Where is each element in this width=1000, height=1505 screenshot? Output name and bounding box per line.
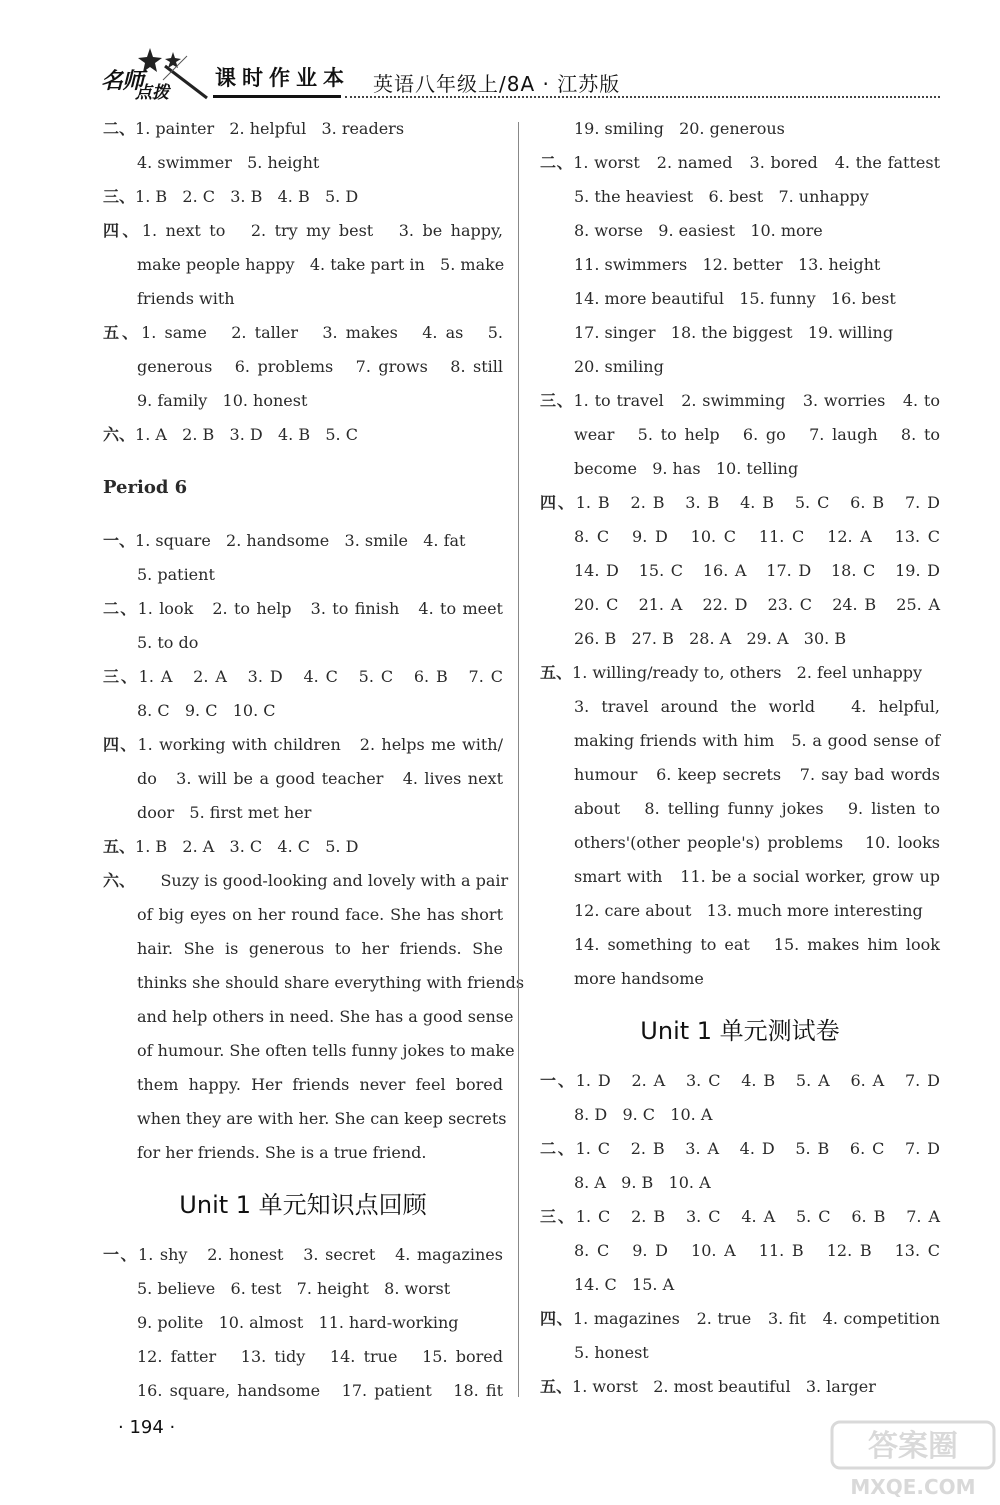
answer-line	[540, 656, 940, 690]
answer-text: 8. C 9. D 10. A 11. B 12. B 13. C	[574, 1241, 940, 1260]
right-answer-column	[540, 112, 940, 1404]
answer-text: 1. same 2. taller 3. makes 4. as 5.	[141, 323, 503, 342]
answer-line	[103, 898, 503, 932]
answer-line	[540, 1268, 940, 1302]
answer-text: 1. painter 2. helpful 3. readers	[135, 119, 405, 138]
answer-line	[540, 146, 940, 180]
answer-line	[103, 384, 503, 418]
answer-line	[103, 418, 503, 452]
answer-text: when they are with her. She can keep secrets	[137, 1109, 507, 1128]
answer-line	[103, 524, 503, 558]
answer-line	[540, 1302, 940, 1336]
answer-text: 1. A 2. B 3. D 4. B 5. C	[135, 425, 358, 444]
answer-text: of humour. She often tells funny jokes to make	[137, 1041, 515, 1060]
answer-text: 1. B 2. A 3. C 4. C 5. D	[135, 837, 359, 856]
answer-text: Suzy is good-looking and lovely with a pair	[135, 871, 509, 890]
answer-text: friends with	[137, 289, 235, 308]
answer-text: 20. C 21. A 22. D 23. C 24. B 25. A	[574, 595, 940, 614]
answer-text: 5. to do	[137, 633, 199, 652]
answer-line	[540, 588, 940, 622]
answer-text: 1. worst 2. most beautiful 3. larger	[572, 1377, 876, 1396]
answer-text: do 3. will be a good teacher 4. lives next	[137, 769, 503, 788]
title-underline	[213, 95, 341, 98]
answer-line	[540, 554, 940, 588]
answer-line	[540, 248, 940, 282]
answer-text: 1. to travel 2. swimming 3. worries 4. to	[573, 391, 940, 410]
section-marker: 三、	[103, 667, 139, 686]
answer-line	[540, 792, 940, 826]
answer-text: 5. believe 6. test 7. height 8. worst	[137, 1279, 451, 1298]
answer-text: 1. B 2. C 3. B 4. B 5. D	[135, 187, 359, 206]
answer-text: 5. the heaviest 6. best 7. unhappy	[574, 187, 869, 206]
section-marker: 四、	[103, 221, 142, 240]
brand-logo	[95, 44, 215, 103]
answer-line	[540, 962, 940, 996]
answer-line	[103, 558, 503, 592]
answer-line	[103, 966, 525, 1000]
answer-text: 20. smiling	[574, 357, 664, 376]
section-marker: 四、	[103, 735, 138, 754]
section-marker: 二、	[103, 119, 136, 138]
answer-text: for her friends. She is a true friend.	[137, 1143, 427, 1162]
answer-text: others'(other people's) problems 10. looks	[574, 833, 940, 852]
answer-text: 14. C 15. A	[574, 1275, 675, 1294]
answer-line	[540, 214, 940, 248]
answer-line	[103, 248, 503, 282]
book-title: 课时作业本	[215, 66, 350, 90]
answer-line	[540, 384, 940, 418]
answer-line	[103, 316, 503, 350]
answer-line	[103, 932, 503, 966]
answer-text: and help others in need. She has a good sense	[137, 1007, 514, 1026]
answer-text: hair. She is generous to her friends. She	[137, 939, 503, 958]
answer-line	[103, 1238, 503, 1272]
answer-text: 1. shy 2. honest 3. secret 4. magazines	[138, 1245, 503, 1264]
answer-text: door 5. first met her	[137, 803, 312, 822]
section-marker: 二、	[103, 599, 138, 618]
answer-line	[540, 1200, 940, 1234]
answer-text: 4. swimmer 5. height	[137, 153, 320, 172]
answer-text: make people happy 4. take part in 5. make	[137, 255, 505, 274]
answer-line	[540, 1234, 940, 1268]
section-marker: 一、	[540, 1071, 576, 1090]
answer-text: 8. C 9. D 10. C 11. C 12. A 13. C	[574, 527, 940, 546]
answer-line	[540, 1064, 940, 1098]
answer-line	[103, 1000, 514, 1034]
answer-line	[103, 592, 503, 626]
answer-text: smart with 11. be a social worker, grow up	[574, 867, 940, 886]
answer-text: 3. travel around the world 4. helpful,	[574, 697, 940, 716]
answer-text: 19. smiling 20. generous	[574, 119, 785, 138]
dotted-divider	[345, 96, 940, 98]
answer-text: 5. patient	[137, 565, 215, 584]
answer-line	[540, 350, 940, 384]
left-answer-column	[103, 112, 525, 1408]
answer-text: 9. family 10. honest	[137, 391, 308, 410]
section-marker: 六、	[103, 871, 136, 890]
section-marker: 六、	[103, 425, 136, 444]
column-divider	[518, 122, 519, 1397]
page-header	[95, 38, 940, 103]
answer-line	[540, 112, 940, 146]
answer-line	[103, 626, 503, 660]
section-marker: 五、	[540, 1377, 573, 1396]
section-marker: 一、	[103, 1245, 139, 1264]
answer-line	[103, 864, 509, 898]
logo-text: 名师	[101, 68, 144, 94]
answer-text: about 8. telling funny jokes 9. listen to	[574, 799, 940, 818]
unit-heading: Unit 1 单元测试卷	[640, 1017, 840, 1045]
answer-text: 1. worst 2. named 3. bored 4. the fattest	[573, 153, 940, 172]
watermark-text-top: 答案圈	[868, 1429, 958, 1464]
answer-text: making friends with him 5. a good sense of	[574, 731, 940, 750]
answer-text: 1. C 2. B 3. C 4. A 5. C 6. B 7. A	[575, 1207, 940, 1226]
answer-line	[540, 452, 940, 486]
answer-line	[540, 1336, 940, 1370]
answer-line	[540, 180, 940, 214]
answer-text: 1. next to 2. try my best 3. be happy,	[141, 221, 503, 240]
answer-text: 14. more beautiful 15. funny 16. best	[574, 289, 896, 308]
answer-line	[103, 830, 503, 864]
answer-line	[540, 690, 940, 724]
watermark-logo	[828, 1418, 998, 1503]
answer-line	[103, 1374, 503, 1408]
answer-text: 1. D 2. A 3. C 4. B 5. A 6. A 7. D	[575, 1071, 940, 1090]
answer-text: 12. fatter 13. tidy 14. true 15. bored	[137, 1347, 503, 1366]
section-marker: 二、	[540, 153, 574, 172]
answer-line	[540, 418, 940, 452]
answer-line	[103, 146, 503, 180]
answer-line	[103, 1068, 503, 1102]
answer-line	[103, 180, 503, 214]
answer-line	[103, 1034, 515, 1068]
answer-text: 1. B 2. B 3. B 4. B 5. C 6. B 7. D	[575, 493, 940, 512]
answer-line	[540, 1166, 940, 1200]
answer-text: 17. singer 18. the biggest 19. willing	[574, 323, 894, 342]
section-marker: 三、	[540, 391, 574, 410]
answer-text: 26. B 27. B 28. A 29. A 30. B	[574, 629, 847, 648]
section-marker: 三、	[540, 1207, 576, 1226]
answer-text: 1. C 2. B 3. A 4. D 5. B 6. C 7. D	[575, 1139, 940, 1158]
answer-text: 1. square 2. handsome 3. smile 4. fat	[135, 531, 466, 550]
answer-text: 16. square, handsome 17. patient 18. fit	[137, 1381, 503, 1400]
answer-text: 5. honest	[574, 1343, 649, 1362]
answer-text: thinks she should share everything with friends	[137, 973, 525, 992]
answer-text: generous 6. problems 7. grows 8. still	[137, 357, 503, 376]
section-marker: 二、	[540, 1139, 576, 1158]
section-marker: 一、	[103, 531, 136, 550]
answer-text: 9. polite 10. almost 11. hard-working	[137, 1313, 459, 1332]
answer-text: them happy. Her friends never feel bored	[137, 1075, 503, 1094]
answer-text: more handsome	[574, 969, 704, 988]
answer-text: 12. care about 13. much more interesting	[574, 901, 923, 920]
answer-line	[540, 894, 940, 928]
section-marker: 四、	[540, 493, 576, 512]
answer-line	[103, 762, 503, 796]
answer-line	[103, 214, 503, 248]
answer-line	[103, 350, 503, 384]
section-marker: 五、	[540, 663, 573, 682]
answer-line	[540, 622, 940, 656]
answer-line	[540, 520, 940, 554]
book-subtitle: 英语八年级上/8A · 江苏版	[373, 72, 621, 96]
answer-line	[103, 1306, 503, 1340]
answer-line	[540, 486, 940, 520]
answer-line	[540, 1370, 940, 1404]
answer-text: become 9. has 10. telling	[574, 459, 799, 478]
answer-text: wear 5. to help 6. go 7. laugh 8. to	[574, 425, 940, 444]
answer-text: 11. swimmers 12. better 13. height	[574, 255, 881, 274]
answer-line	[103, 694, 503, 728]
answer-line	[540, 758, 940, 792]
answer-line	[103, 282, 503, 316]
answer-text: 1. look 2. to help 3. to finish 4. to meet	[137, 599, 503, 618]
answer-text: 1. working with children 2. helps me with/	[137, 735, 503, 754]
answer-line	[103, 796, 503, 830]
section-marker: 三、	[103, 187, 136, 206]
answer-line	[540, 282, 940, 316]
answer-text: 8. A 9. B 10. A	[574, 1173, 711, 1192]
unit-heading: Unit 1 单元知识点回顾	[179, 1191, 427, 1219]
answer-line	[540, 1098, 940, 1132]
answer-text: 1. A 2. A 3. D 4. C 5. C 6. B 7. C	[138, 667, 503, 686]
section-marker: 四、	[540, 1309, 573, 1328]
section-heading: Period 6	[103, 477, 188, 498]
answer-text: humour 6. keep secrets 7. say bad words	[574, 765, 940, 784]
answer-line	[103, 1340, 503, 1374]
answer-line	[103, 1272, 503, 1306]
answer-line	[540, 1132, 940, 1166]
answer-text: 1. magazines 2. true 3. fit 4. competition	[572, 1309, 940, 1328]
answer-line	[540, 724, 940, 758]
logo-text-small: 点拨	[135, 83, 169, 103]
answer-text: 14. D 15. C 16. A 17. D 18. C 19. D	[574, 561, 940, 580]
answer-line	[103, 1102, 507, 1136]
answer-line	[540, 316, 940, 350]
page-number: · 194 ·	[118, 1417, 176, 1438]
watermark-text-bottom: MXQE.COM	[850, 1475, 976, 1499]
answer-text: 14. something to eat 15. makes him look	[574, 935, 940, 954]
answer-line	[540, 826, 940, 860]
answer-text: of big eyes on her round face. She has short	[137, 905, 503, 924]
answer-line	[103, 1136, 503, 1170]
section-marker: 五、	[103, 323, 142, 342]
answer-text: 8. D 9. C 10. A	[574, 1105, 713, 1124]
answer-line	[103, 728, 503, 762]
answer-line	[103, 660, 503, 694]
section-marker: 五、	[103, 837, 136, 856]
answer-line	[540, 860, 940, 894]
answer-line	[103, 112, 503, 146]
answer-text: 1. willing/ready to, others 2. feel unhappy	[572, 663, 923, 682]
answer-text: 8. C 9. C 10. C	[137, 701, 276, 720]
answer-line	[540, 928, 940, 962]
answer-text: 8. worse 9. easiest 10. more	[574, 221, 823, 240]
